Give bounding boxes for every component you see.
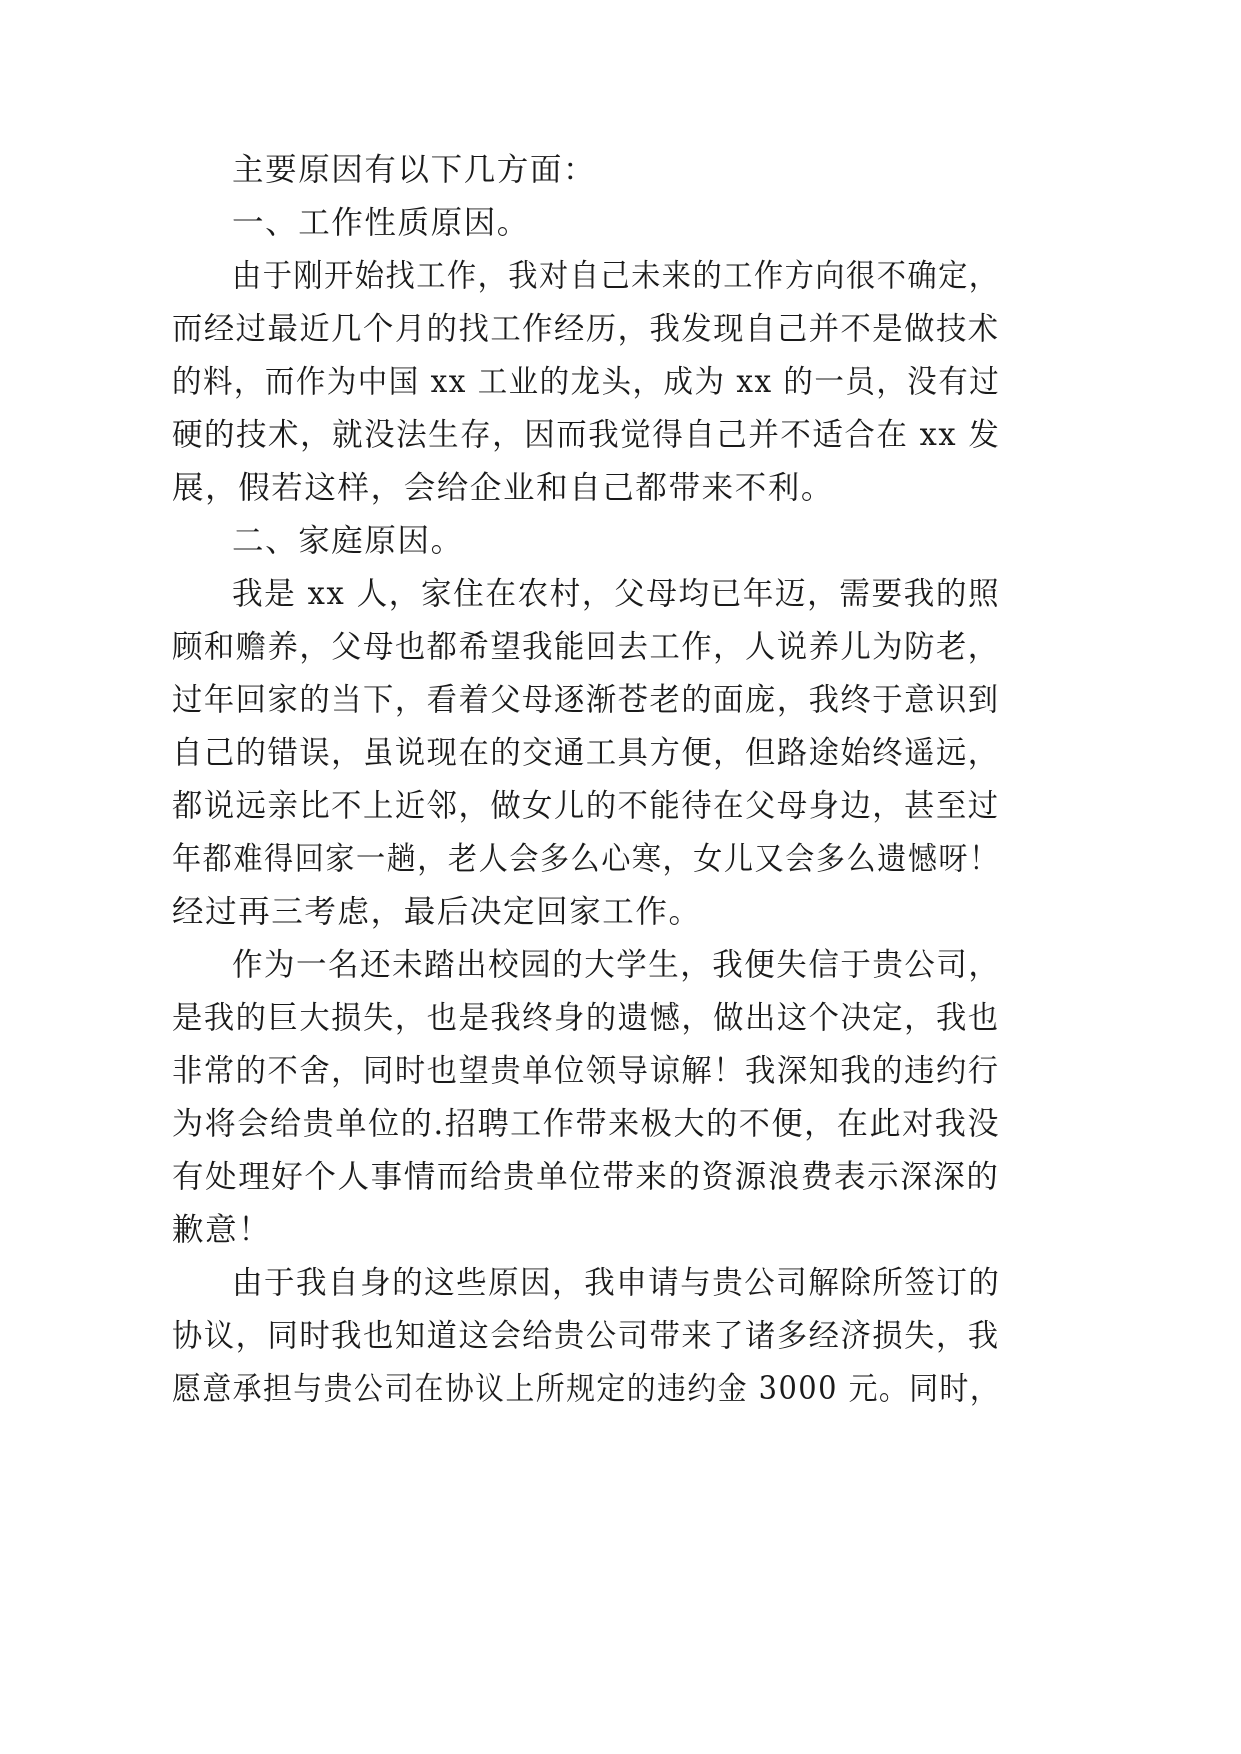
paragraph-line: 为将会给贵单位的.招聘工作带来极大的不便，在此对我没 [172, 1106, 1001, 1142]
paragraph-line: 作为一名还未踏出校园的大学生，我便失信于贵公司， [232, 947, 1001, 983]
paragraph-line: 是我的巨大损失，也是我终身的遗憾，做出这个决定，我也 [172, 1000, 1000, 1036]
paragraph-line: 协议，同时我也知道这会给贵公司带来了诸多经济损失，我 [172, 1318, 1000, 1354]
paragraph-line: 顾和赡养，父母也都希望我能回去工作，人说养儿为防老， [172, 629, 1000, 665]
paragraph-line: 由于我自身的这些原因，我申请与贵公司解除所签订的 [232, 1265, 1001, 1301]
paragraph-line: 自己的错误，虽说现在的交通工具方便，但路途始终遥远， [172, 735, 1000, 771]
paragraph-line: 歉意！ [172, 1212, 272, 1248]
heading-reasons-intro: 主要原因有以下几方面： [232, 152, 597, 188]
paragraph-line: 我是 xx 人，家住在农村，父母均已年迈，需要我的照 [232, 576, 1001, 612]
paragraph-line: 年都难得回家一趟，老人会多么心寒，女儿又会多么遗憾呀！ [172, 841, 1000, 877]
paragraph-line: 都说远亲比不上近邻，做女儿的不能待在父母身边，甚至过 [172, 788, 1000, 824]
paragraph-line: 硬的技术，就没法生存，因而我觉得自己并不适合在 xx 发 [172, 417, 1001, 453]
paragraph-line: 由于刚开始找工作，我对自己未来的工作方向很不确定， [232, 258, 1000, 294]
paragraph-line: 愿意承担与贵公司在协议上所规定的违约金 3000 元。同时， [172, 1371, 1001, 1407]
paragraph-line: 的料，而作为中国 xx 工业的龙头，成为 xx 的一员，没有过 [172, 364, 1001, 400]
heading-family: 二、家庭原因。 [232, 523, 464, 559]
paragraph-line: 非常的不舍，同时也望贵单位领导谅解！我深知我的违约行 [172, 1053, 1000, 1089]
paragraph-line: 有处理好个人事情而给贵单位带来的资源浪费表示深深的 [172, 1159, 1000, 1195]
heading-work-nature: 一、工作性质原因。 [232, 205, 530, 241]
paragraph-line: 经过再三考虑，最后决定回家工作。 [172, 894, 702, 930]
paragraph-line: 展，假若这样，会给企业和自己都带来不利。 [172, 470, 835, 506]
paragraph-line: 过年回家的当下，看着父母逐渐苍老的面庞，我终于意识到 [172, 682, 1000, 718]
paragraph-line: 而经过最近几个月的找工作经历，我发现自己并不是做技术 [172, 311, 1000, 347]
